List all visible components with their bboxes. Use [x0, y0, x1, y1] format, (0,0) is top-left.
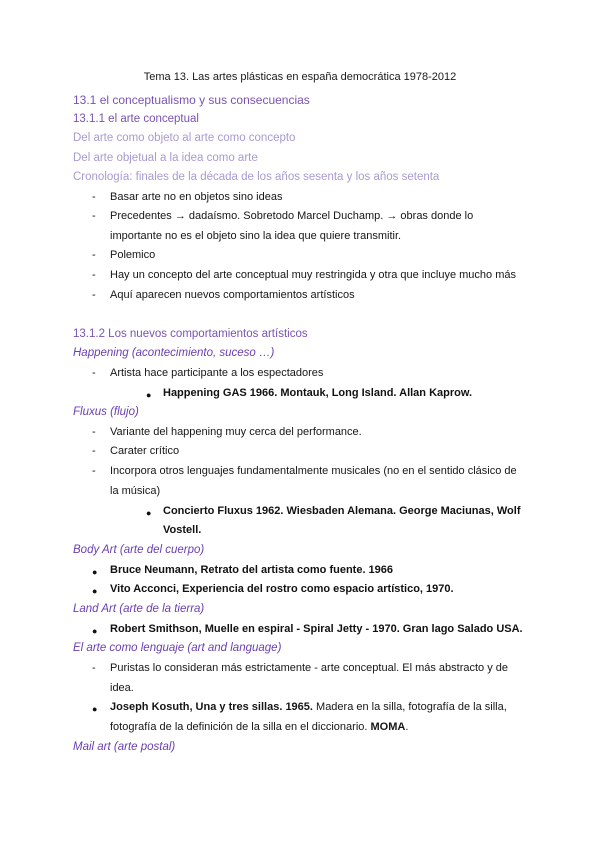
- dash-marker: -: [92, 191, 96, 203]
- dash-marker: -: [92, 426, 96, 438]
- bullet-marker: ●: [146, 508, 152, 518]
- list-item: Artista hace participante a los espectadores: [110, 367, 324, 379]
- subheading-idea: Del arte objetual a la idea como arte: [73, 152, 258, 164]
- list-item: Aquí aparecen nuevos comportamientos artísticos: [110, 289, 355, 301]
- dash-marker: -: [92, 445, 96, 457]
- document-title: Tema 13. Las artes plásticas en españa democrática 1978-2012: [143, 71, 457, 83]
- example-work: Happening GAS 1966. Montauk, Long Island. Allan Kaprow.: [163, 387, 473, 399]
- example-work-continuation: [110, 720, 408, 734]
- list-item-continuation: la música): [110, 485, 161, 497]
- bullet-marker: ●: [92, 626, 98, 636]
- list-item: Incorpora otros lenguajes fundamentalmente musicales (no en el sentido clásico de: [110, 465, 517, 477]
- bullet-marker: ●: [92, 567, 98, 577]
- dash-marker: -: [92, 289, 96, 301]
- heading-happening: Happening (acontecimiento, suceso …): [73, 347, 275, 359]
- dash-marker: -: [92, 210, 96, 222]
- heading-fluxus: Fluxus (flujo): [73, 406, 139, 418]
- example-work: Concierto Fluxus 1962. Wiesbaden Alemana. George Maciunas, Wolf: [163, 505, 521, 517]
- example-work-continuation: Vostell.: [163, 524, 202, 536]
- dash-marker: -: [92, 465, 96, 477]
- dash-marker: -: [92, 662, 96, 674]
- dash-marker: -: [92, 367, 96, 379]
- heading-land-art: Land Art (arte de la tierra): [73, 603, 205, 615]
- example-work: Bruce Neumann, Retrato del artista como fuente. 1966: [110, 564, 394, 576]
- list-item-continuation: idea.: [110, 682, 134, 694]
- heading-art-language: El arte como lenguaje (art and language): [73, 642, 282, 654]
- list-item-continuation: importante no es el objeto sino la idea que quiere transmitir.: [110, 230, 402, 242]
- dash-marker: -: [92, 249, 96, 261]
- list-item: Carater crítico: [110, 445, 180, 457]
- list-item: Basar arte no en objetos sino ideas: [110, 191, 283, 203]
- list-item: Puristas lo consideran más estrictamente - arte conceptual. El más abstracto y de: [110, 662, 509, 674]
- example-work-title: Joseph Kosuth, Una y tres sillas. 1965.: [110, 701, 313, 713]
- sentence-end: .: [405, 721, 409, 733]
- list-item: Polemico: [110, 249, 156, 261]
- example-work-description: Madera en la silla, fotografía de la silla,: [312, 701, 507, 713]
- dash-marker: -: [92, 269, 96, 281]
- section-heading-13-1: 13.1 el conceptualismo y sus consecuencias: [73, 93, 310, 107]
- subheading-concept: Del arte como objeto al arte como concepto: [73, 132, 296, 144]
- example-work: [110, 700, 507, 714]
- section-heading-13-1-2: 13.1.2 Los nuevos comportamientos artísticos: [73, 328, 308, 340]
- list-item: Variante del happening muy cerca del performance.: [110, 426, 362, 438]
- example-work: Vito Acconci, Experiencia del rostro como espacio artístico, 1970.: [110, 583, 454, 595]
- section-heading-13-1-1: 13.1.1 el arte conceptual: [73, 113, 199, 125]
- museum-name: MOMA: [370, 721, 406, 733]
- subheading-chronology: Cronología: finales de la década de los años sesenta y los años setenta: [73, 171, 440, 183]
- list-item: Hay un concepto del arte conceptual muy restringida y otra que incluye mucho más: [110, 269, 516, 281]
- example-work-description-2: fotografía de la definición de la silla en el diccionario.: [110, 721, 371, 733]
- bullet-marker: ●: [146, 390, 152, 400]
- heading-body-art: Body Art (arte del cuerpo): [73, 544, 205, 556]
- bullet-marker: ●: [92, 704, 98, 714]
- example-work: Robert Smithson, Muelle en espiral - Spiral Jetty - 1970. Gran lago Salado USA.: [110, 623, 523, 635]
- heading-mail-art: Mail art (arte postal): [73, 741, 176, 753]
- list-item: Precedentes → dadaísmo. Sobretodo Marcel Duchamp. → obras donde lo: [110, 210, 474, 222]
- bullet-marker: ●: [92, 586, 98, 596]
